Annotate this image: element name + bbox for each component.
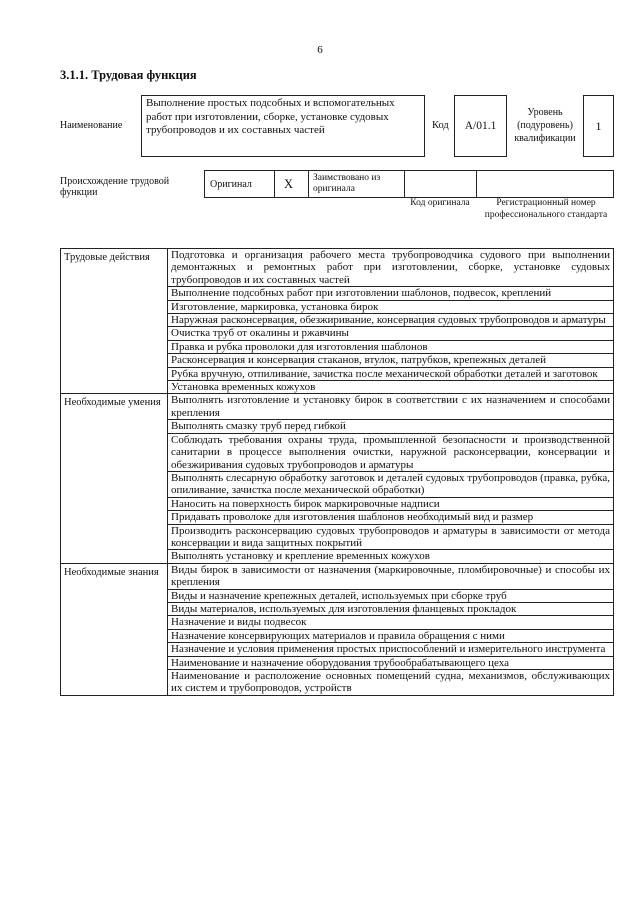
table-cell: Наносить на поверхность бирок маркировочные надписи [168, 497, 614, 510]
table-cell: Выполнять изготовление и установку бирок в соответствии с их назначением и способами крепления [168, 394, 614, 420]
table-cell: Наименование и назначение оборудования трубообрабатывающего цеха [168, 656, 614, 669]
section-title-cell: Необходимые умения [61, 394, 168, 563]
table-cell: Придавать проволоке для изготовления шаблонов необходимый вид и размер [168, 511, 614, 524]
table-cell: Установка временных кожухов [168, 381, 614, 394]
function-table [60, 248, 614, 696]
borrowed-label: Заимствовано из оригинала [313, 173, 381, 194]
section-title: 3.1.1. Трудовая функция [60, 68, 197, 82]
code-original-caption: Код оригинала [410, 198, 470, 208]
code-original-cell [405, 171, 477, 197]
code-value-box: А/01.1 [454, 95, 507, 157]
table-cell: Производить расконсервацию судовых трубопроводов и арматуры в зависимости от метода консервации и вида защитных покрытий [168, 524, 614, 550]
table-cell: Выполнение подсобных работ при изготовлении шаблонов, подвесок, креплений [168, 287, 614, 300]
table-cell: Правка и рубка проволоки для изготовления шаблонов [168, 340, 614, 353]
level-label: Уровень (подуровень) квалификации [514, 107, 576, 144]
table-cell: Подготовка и организация рабочего места трубопроводчика судового при выполнении демонтажных и ремонтных работ при изготовлении, сборке, установке судовых трубопроводов и их составных частей [168, 249, 614, 287]
table-cell: Наружная расконсервация, обезжиривание, консервация судовых трубопроводов и арматуры [168, 314, 614, 327]
table-cell: Рубка вручную, отпиливание, зачистка после механической обработки деталей и заготовок [168, 367, 614, 380]
table-cell: Виды материалов, используемых для изготовления фланцевых прокладок [168, 602, 614, 615]
original-mark-cell [275, 171, 309, 197]
table-cell: Выполнять установку и крепление временных кожухов [168, 550, 614, 563]
origin-box [204, 170, 614, 198]
table-cell: Наименование и расположение основных помещений судна, механизмов, обслуживающих их систем и трубопроводов, устройств [168, 670, 614, 696]
table-cell: Виды и назначение крепежных деталей, используемых при сборке труб [168, 589, 614, 602]
name-label: Наименование [60, 120, 123, 131]
table-cell: Виды бирок в зависимости от назначения (маркировочные, пломбировочные) и способы их крепления [168, 563, 614, 589]
level-value-box: 1 [583, 95, 614, 157]
table-cell: Соблюдать требования охраны труда, промышленной безопасности и производственной санитарии в процессе выполнения очистки, наружной расконсервации, консервации и обезжиривания судовых трубопроводов и арматуры [168, 433, 614, 471]
reg-number-caption: Регистрационный номер профессионального стандарта [484, 198, 608, 220]
table-cell: Изготовление, маркировка, установка бирок [168, 300, 614, 313]
table-cell: Назначение и виды подвесок [168, 616, 614, 629]
borrowed-cell [309, 171, 405, 197]
table-row [61, 394, 614, 420]
section-title-cell: Необходимые знания [61, 563, 168, 695]
table-cell: Выполнять смазку труб перед гибкой [168, 420, 614, 433]
table-row [61, 563, 614, 589]
name-value-box: Выполнение простых подсобных и вспомогательных работ при изготовлении, сборке, установке судовых трубопроводов и их составных частей [141, 95, 425, 157]
section-title-cell: Трудовые действия [61, 249, 168, 394]
table-cell: Расконсервация и консервация стаканов, втулок, патрубков, крепежных деталей [168, 354, 614, 367]
table-row [61, 249, 614, 287]
table-cell: Назначение и условия применения простых приспособлений и измерительного инструмента [168, 643, 614, 656]
origin-label: Происхождение трудовой функции [60, 176, 170, 198]
code-label: Код [432, 120, 449, 131]
page-number: 6 [317, 44, 323, 56]
original-mark: X [284, 177, 294, 191]
original-label: Оригинал [210, 179, 252, 190]
reg-number-cell [477, 171, 613, 197]
table-cell: Выполнять слесарную обработку заготовок и деталей судовых трубопроводов (правка, рубка, опиливание, зачистка после механической обработки) [168, 471, 614, 497]
table-cell: Очистка труб от окалины и ржавчины [168, 327, 614, 340]
table-cell: Назначение консервирующих материалов и правила обращения с ними [168, 629, 614, 642]
original-cell [205, 171, 275, 197]
